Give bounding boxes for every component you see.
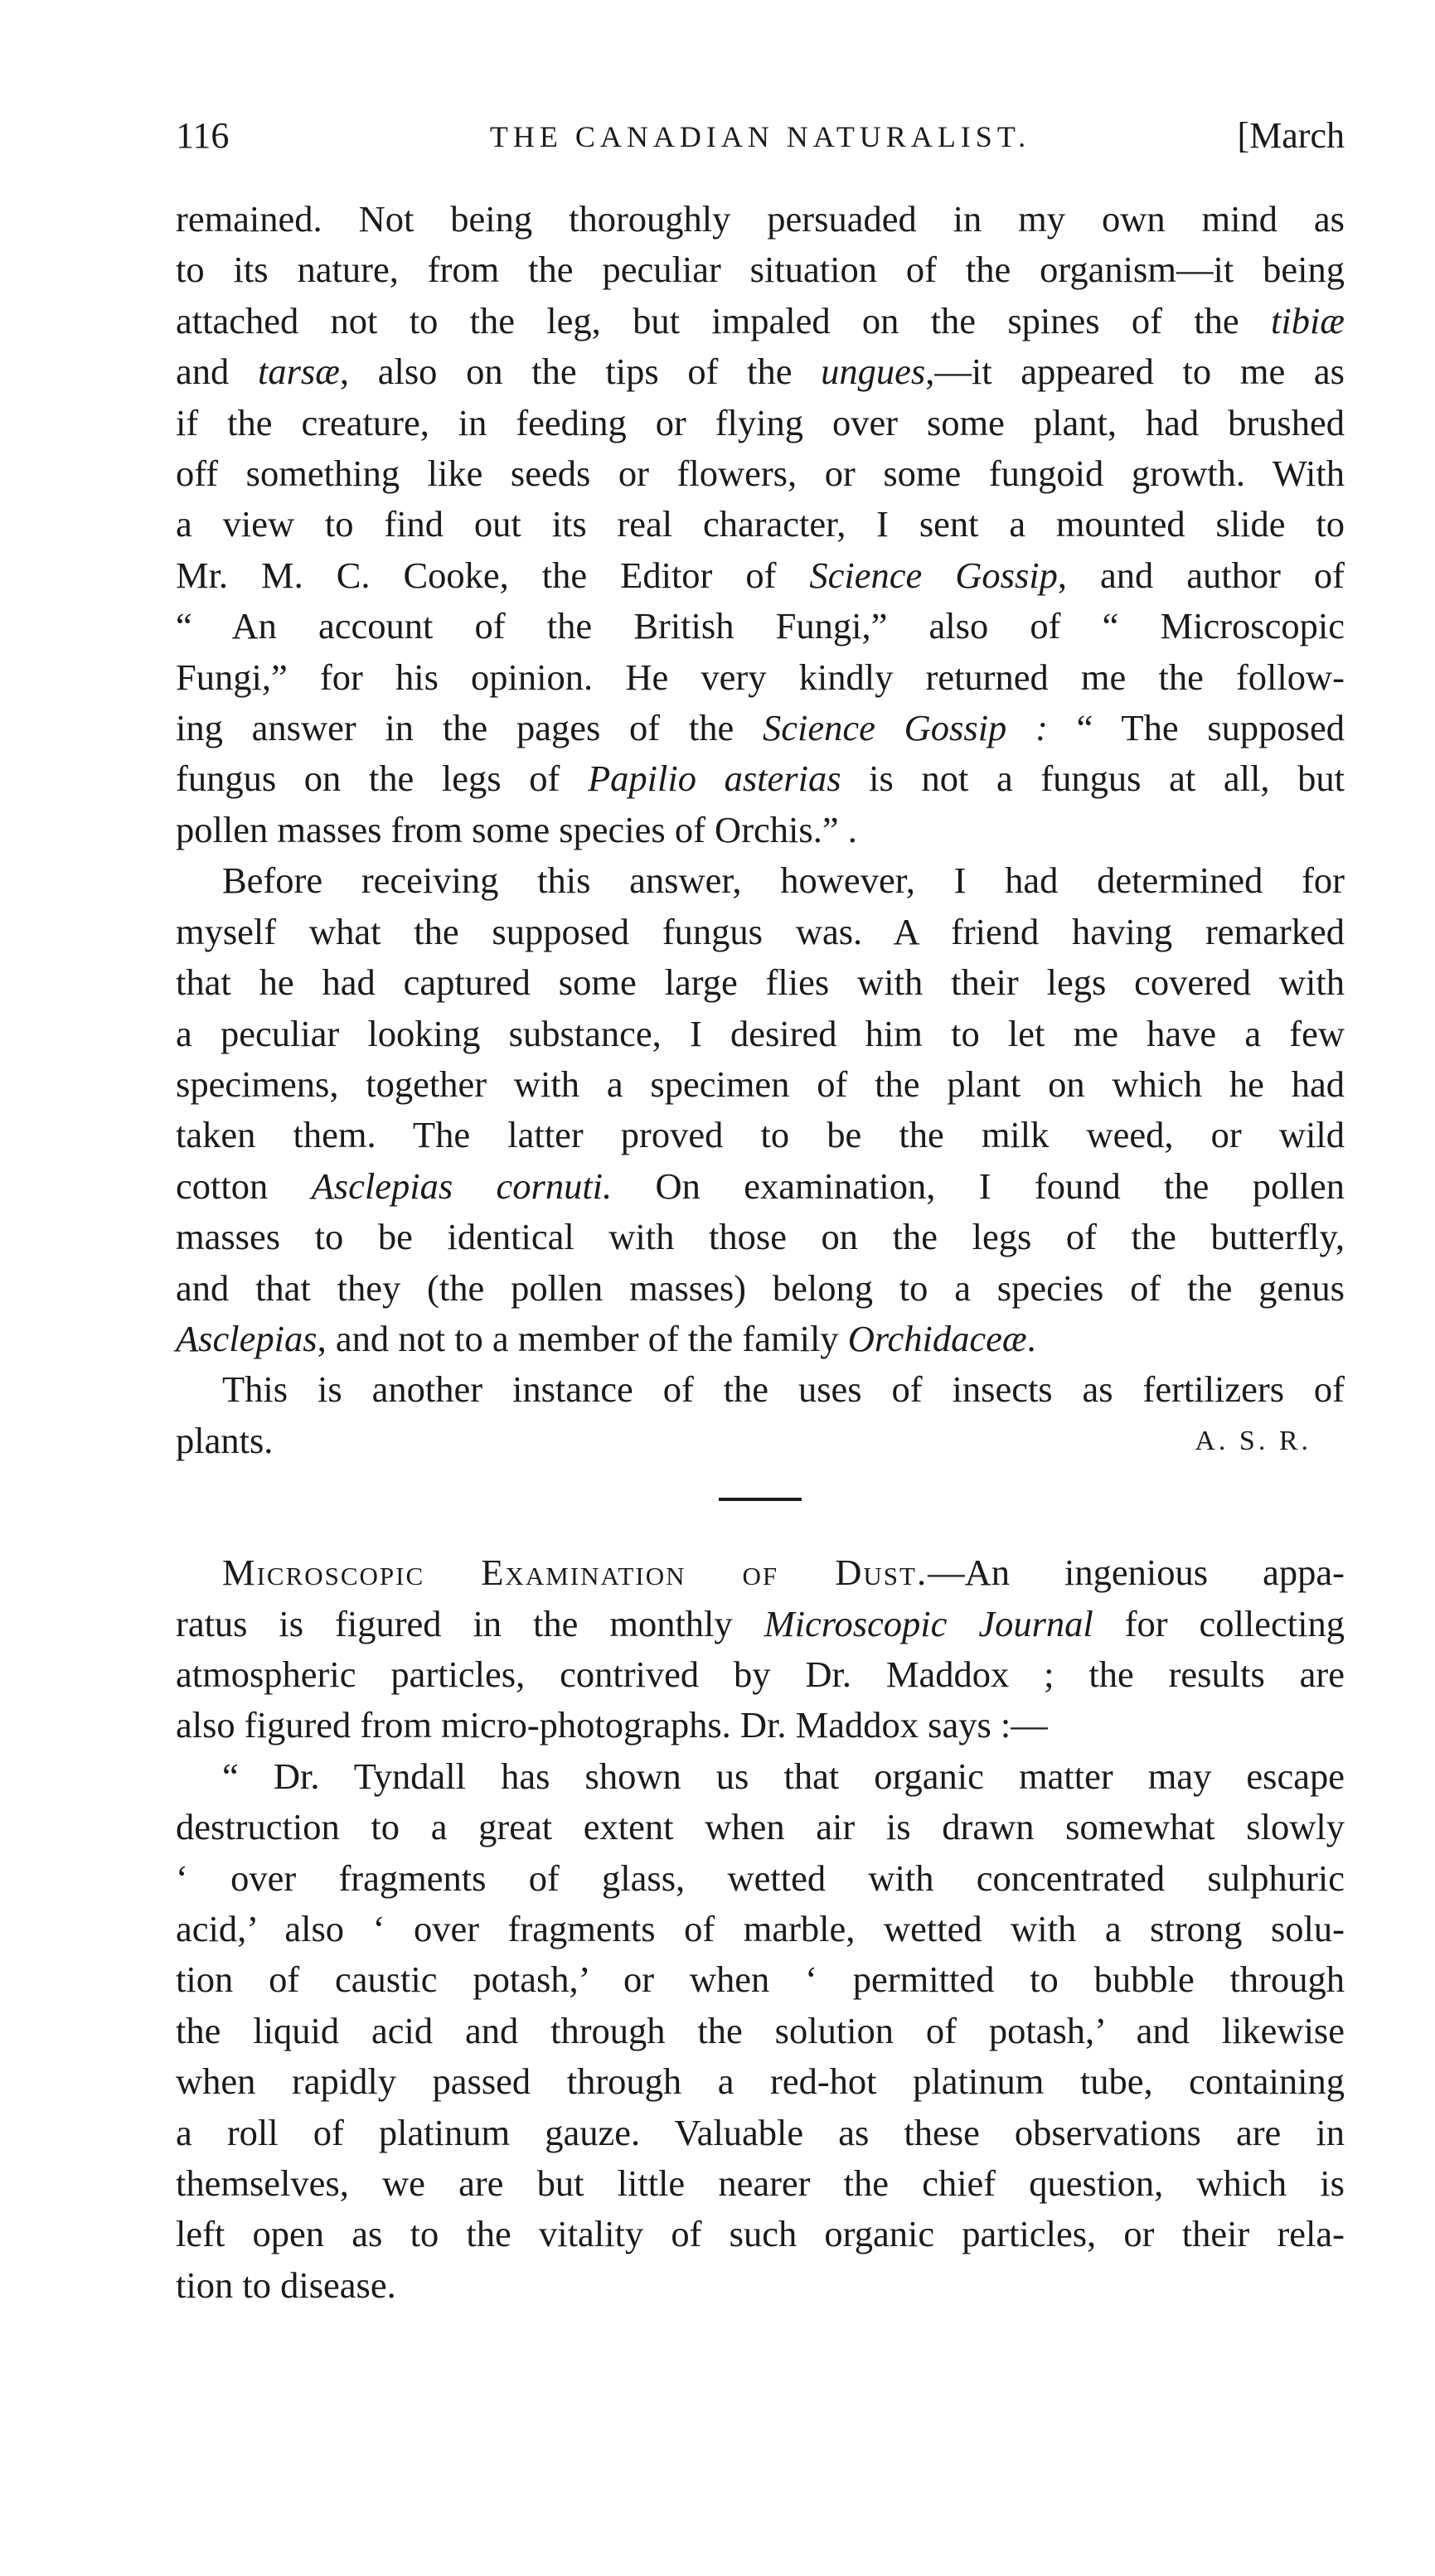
text-line: remained. Not being thoroughly persuaded in my own mind as (176, 198, 1345, 240)
text-line: and that they (the pollen masses) belong to a species of the genus (176, 1266, 1345, 1309)
text-line: “ Dr. Tyndall has shown us that organic matter may escape (222, 1755, 1345, 1797)
text-span: . (1026, 1317, 1036, 1359)
text-line: the liquid acid and through the solution of potash,’ and likewise (176, 2009, 1345, 2051)
text-line: acid,’ also ‘ over fragments of marble, wetted with a strong solu- (176, 1908, 1345, 1949)
page-number: 116 (176, 115, 230, 156)
italic-species: Asclepias cornuti. (311, 1165, 613, 1207)
italic-term: ungues (821, 351, 926, 393)
text-line: myself what the supposed fungus was. A friend having remarked (176, 910, 1345, 952)
text-span: is not a fungus at all, but (841, 758, 1345, 800)
italic-term: tibiæ (1270, 299, 1345, 341)
text-line: pollen masses from some species of Orchis.” . (176, 808, 857, 850)
italic-term: tarsæ (257, 351, 340, 393)
italic-genus: Asclepias (176, 1317, 318, 1359)
text-line: a roll of platinum gauze. Valuable as these observations are in (176, 2111, 1345, 2153)
text-line (176, 550, 1345, 601)
text-line: masses to be identical with those on the legs of the butterfly, (176, 1216, 1345, 1258)
text-line: Fungi,” for his opinion. He very kindly returned me the follow- (176, 656, 1345, 698)
text-line: themselves, we are but little nearer the chief question, which is (176, 2162, 1345, 2205)
text-span: ,—it appeared to me as (925, 351, 1345, 393)
text-line (176, 703, 1345, 753)
text-line: specimens, together with a specimen of the plant on which he had (176, 1063, 1345, 1105)
header-month: [March (1237, 115, 1345, 156)
text-line (176, 1547, 1345, 1598)
running-header (176, 114, 1345, 172)
italic-title: Microscopic Journal (764, 1602, 1093, 1644)
text-line: also figured from micro-photographs. Dr. Maddox says :— (176, 1704, 1048, 1746)
text-line (176, 346, 1345, 397)
signoff-line (176, 1416, 1345, 1466)
text-line (176, 1161, 1345, 1212)
author-initials: A. S. R. (1195, 1425, 1311, 1456)
section-heading: Microscopic Examination of Dust. (222, 1552, 928, 1594)
text-span: cotton (176, 1165, 312, 1207)
italic-title: Science Gossip (809, 554, 1058, 596)
text-span: , and author of (1057, 554, 1345, 596)
text-span: On examination, I found the pollen (612, 1165, 1345, 1207)
text-span: plants. (176, 1419, 274, 1461)
paragraph-quotation (176, 1751, 1345, 2311)
italic-species: Papilio asterias (587, 758, 841, 800)
section-divider (719, 1498, 802, 1501)
paragraph-remained (176, 194, 1345, 855)
text-line: that he had captured some large flies with their legs covered with (176, 961, 1345, 1004)
text-line: off something like seeds or flowers, or some fungoid growth. With (176, 453, 1345, 495)
italic-title: Science Gossip : (763, 707, 1048, 749)
paragraph-another-instance (176, 1364, 1345, 1466)
body-text (176, 194, 1345, 2311)
text-span: for collecting (1093, 1602, 1345, 1644)
text-line (176, 296, 1345, 346)
text-span: , and not to a member of the family (317, 1317, 848, 1359)
paragraph-before-receiving (176, 855, 1345, 1364)
text-span: attached not to the leg, but impaled on the spines of the (176, 299, 1271, 341)
text-line: if the creature, in feeding or flying over some plant, had brushed (176, 401, 1345, 443)
text-line (176, 753, 1345, 804)
text-line (176, 1599, 1345, 1649)
text-line: atmospheric particles, contrived by Dr. Maddox ; the results are (176, 1653, 1345, 1695)
text-span: ratus is figured in the monthly (176, 1602, 764, 1644)
text-line: taken them. The latter proved to be the milk weed, or wild (176, 1114, 1345, 1156)
text-span: and (176, 351, 258, 393)
text-line: when rapidly passed through a red-hot platinum tube, containing (176, 2060, 1345, 2103)
text-line: tion of caustic potash,’ or when ‘ permitted to bubble through (176, 1959, 1345, 2001)
text-line: ‘ over fragments of glass, wetted with concentrated sulphuric (176, 1857, 1345, 1899)
text-span: “ The supposed (1047, 707, 1345, 749)
text-span: —An ingenious appa- (928, 1552, 1345, 1594)
text-span: ing answer in the pages of the (176, 707, 764, 749)
text-line: tion to disease. (176, 2264, 396, 2306)
text-line: left open as to the vitality of such organic particles, or their rela- (176, 2213, 1345, 2255)
text-line (176, 1314, 1345, 1364)
text-line: destruction to a great extent when air is drawn somewhat slowly (176, 1806, 1345, 1848)
text-line: a peculiar looking substance, I desired him to let me have a few (176, 1012, 1345, 1054)
text-span: fungus on the legs of (176, 758, 588, 800)
text-span: Mr. M. C. Cooke, the Editor of (176, 554, 810, 596)
italic-family: Orchidaceæ (847, 1317, 1027, 1359)
text-span: , also on the tips of the (339, 351, 822, 393)
text-line: “ An account of the British Fungi,” also of “ Microscopic (176, 605, 1345, 647)
journal-title: THE CANADIAN NATURALIST. (489, 120, 1031, 153)
text-line: Before receiving this answer, however, I had determined for (222, 859, 1345, 902)
text-line: a view to find out its real character, I sent a mounted slide to (176, 503, 1345, 545)
paragraph-microscopic-examination (176, 1547, 1345, 1751)
text-line: This is another instance of the uses of insects as fertilizers of (222, 1368, 1345, 1411)
text-line: to its nature, from the peculiar situation of the organism—it being (176, 249, 1345, 291)
